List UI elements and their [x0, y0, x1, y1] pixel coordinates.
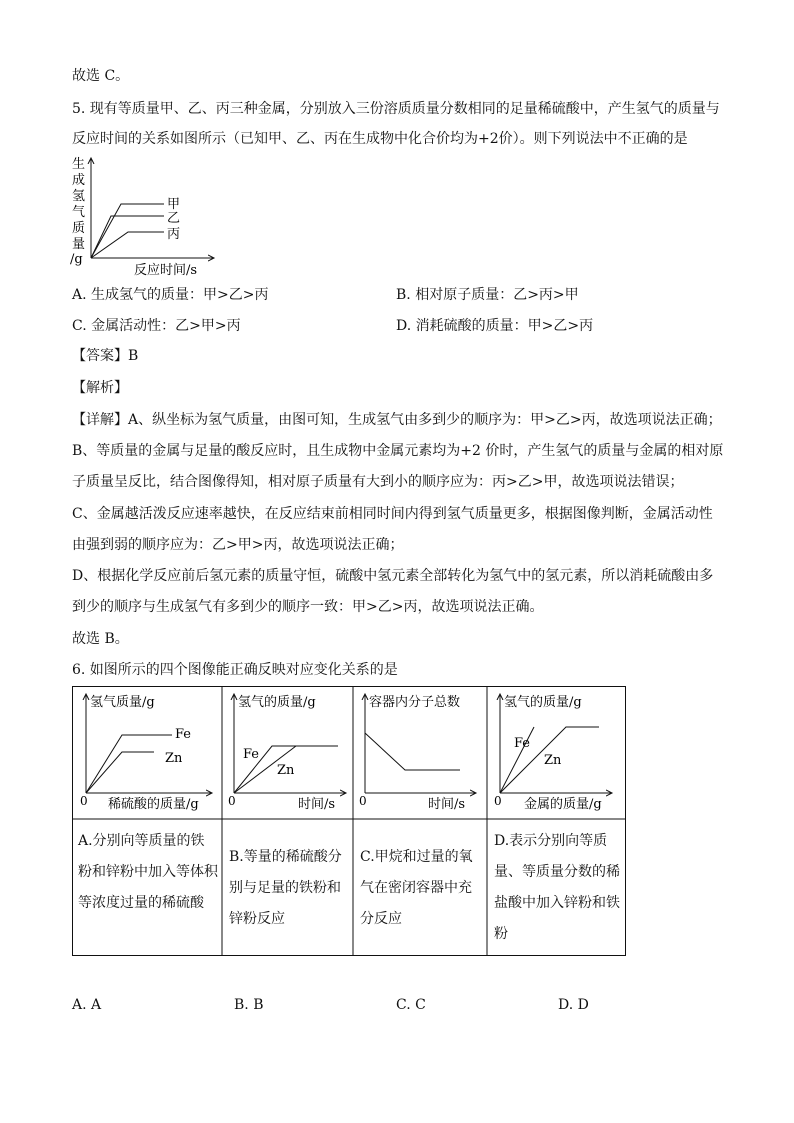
q6-b-origin: 0 [228, 794, 236, 808]
q5-stem-line1: 5. 现有等质量甲、乙、丙三种金属，分别放入三份溶质质量分数相同的足量稀硫酸中，产生氢气的质量与 [72, 101, 720, 117]
q6-b-label-zn: Zn [277, 763, 295, 778]
q5-analysis-line: C、金属越活泼反应速率越快，在反应结束前相同时间内得到氢气质量更多，根据图像判断，金属活动性 [72, 506, 713, 522]
q5-label-bing: 丙 [167, 227, 181, 242]
q6-panel-d-chart [494, 694, 612, 812]
q5-conclusion: 故选 B。 [72, 631, 129, 647]
q5-ylabel-char: 质 [72, 221, 86, 236]
q6-c-xlabel: 时间/s [428, 797, 466, 812]
q5-answer: 【答案】B [72, 348, 139, 364]
q6-a-line-fe [86, 735, 172, 793]
q5-ylabel-char: 生 [72, 157, 86, 172]
q6-d-label-fe: Fe [514, 736, 531, 751]
q5-ylabel-char: 成 [72, 173, 86, 188]
q6-d-xlabel: 金属的质量/g [524, 797, 602, 812]
q6-panel-a-caption: A.分别向等质量的铁粉和锌粉中加入等体积等浓度过量的稀硫酸 [78, 833, 218, 911]
q5-analysis-line: 【详解】A、纵坐标为氢气质量，由图可知，生成氢气由多到少的顺序为：甲>乙>丙，故选项说法正确； [72, 412, 722, 428]
q5-analysis-line: 由强到弱的顺序应为：乙>甲>丙，故选项说法正确； [72, 537, 404, 553]
q6-a-line-zn [86, 752, 154, 793]
q5-option-d[interactable]: D. 消耗硫酸的质量：甲>乙>丙 [396, 318, 594, 334]
q6-option-a[interactable]: A. A [72, 997, 102, 1013]
q6-a-label-fe: Fe [175, 727, 192, 742]
q5-ylabel-char: 氢 [72, 189, 86, 204]
q6-panel-c-chart [359, 694, 476, 812]
q6-option-d[interactable]: D. D [558, 997, 589, 1013]
q6-figure-table [72, 686, 626, 956]
q6-a-ylabel: 氢气质量/g [90, 695, 155, 710]
q5-chart [66, 152, 216, 277]
q5-stem-line2: 反应时间的关系如图所示（已知甲、乙、丙在生成物中化合价均为+2价）。则下列说法中不正确的是 [72, 131, 688, 147]
q6-c-origin: 0 [359, 794, 367, 808]
q6-option-c[interactable]: C. C [396, 997, 426, 1013]
q6-panel-b-caption: B.等量的稀硫酸分别与足量的铁粉和锌粉反应 [229, 849, 342, 927]
q5-analysis-line: B、等质量的金属与足量的酸反应时，且生成物中金属元素均为+2 价时，产生氢气的质量与金属的相对原 [72, 443, 724, 459]
q6-b-xlabel: 时间/s [298, 797, 336, 812]
q5-option-a[interactable]: A. 生成氢气的质量：甲>乙>丙 [72, 287, 269, 303]
previous-conclusion: 故选 C。 [72, 68, 130, 84]
q5-analysis-line: 到少的顺序与生成氢气有多到少的顺序一致：甲>乙>丙，故选项说法正确。 [72, 599, 544, 615]
q6-panel-d-caption: D.表示分别向等质量、等质量分数的稀盐酸中加入锌粉和铁粉 [494, 833, 620, 942]
q5-ylabel-char: /g [70, 252, 83, 267]
q5-xlabel: 反应时间/s [134, 263, 198, 277]
q6-a-label-zn: Zn [165, 751, 183, 766]
q5-option-c[interactable]: C. 金属活动性：乙>甲>丙 [72, 318, 241, 334]
q6-c-line [365, 733, 460, 770]
q5-label-yi: 乙 [167, 211, 181, 226]
q5-analysis-line: 子质量呈反比，结合图像得知，相对原子质量有大到小的顺序应为：丙>乙>甲，故选项说法错误； [72, 474, 684, 490]
q6-d-origin: 0 [494, 794, 502, 808]
q5-label-jia: 甲 [167, 197, 181, 212]
q6-panel-a-chart [80, 694, 212, 812]
q6-d-ylabel: 氢气的质量/g [504, 695, 582, 710]
q5-ylabel-char: 气 [72, 205, 86, 220]
q6-b-ylabel: 氢气的质量/g [238, 695, 316, 710]
q6-b-label-fe: Fe [243, 747, 260, 762]
q6-d-label-zn: Zn [544, 753, 562, 768]
q5-ylabel [70, 156, 85, 267]
q6-panel-b-chart [228, 694, 346, 812]
q5-ylabel-char: 量 [72, 237, 86, 252]
q5-analysis-line: D、根据化学反应前后氢元素的质量守恒，硫酸中氢元素全部转化为氢气中的氢元素，所以消耗硫酸由多 [72, 568, 714, 584]
q6-option-b[interactable]: B. B [234, 997, 264, 1013]
q5-analysis-heading: 【解析】 [72, 380, 128, 396]
q6-panel-c-caption: C.甲烷和过量的氧气在密闭容器中充分反应 [360, 849, 473, 927]
q5-line-yi [91, 216, 164, 258]
q6-c-ylabel: 容器内分子总数 [369, 695, 461, 710]
q6-stem: 6. 如图所示的四个图像能正确反映对应变化关系的是 [72, 662, 398, 678]
q6-a-origin: 0 [80, 794, 88, 808]
q5-option-b[interactable]: B. 相对原子质量：乙>丙>甲 [396, 287, 579, 303]
q6-a-xlabel: 稀硫酸的质量/g [108, 797, 199, 812]
